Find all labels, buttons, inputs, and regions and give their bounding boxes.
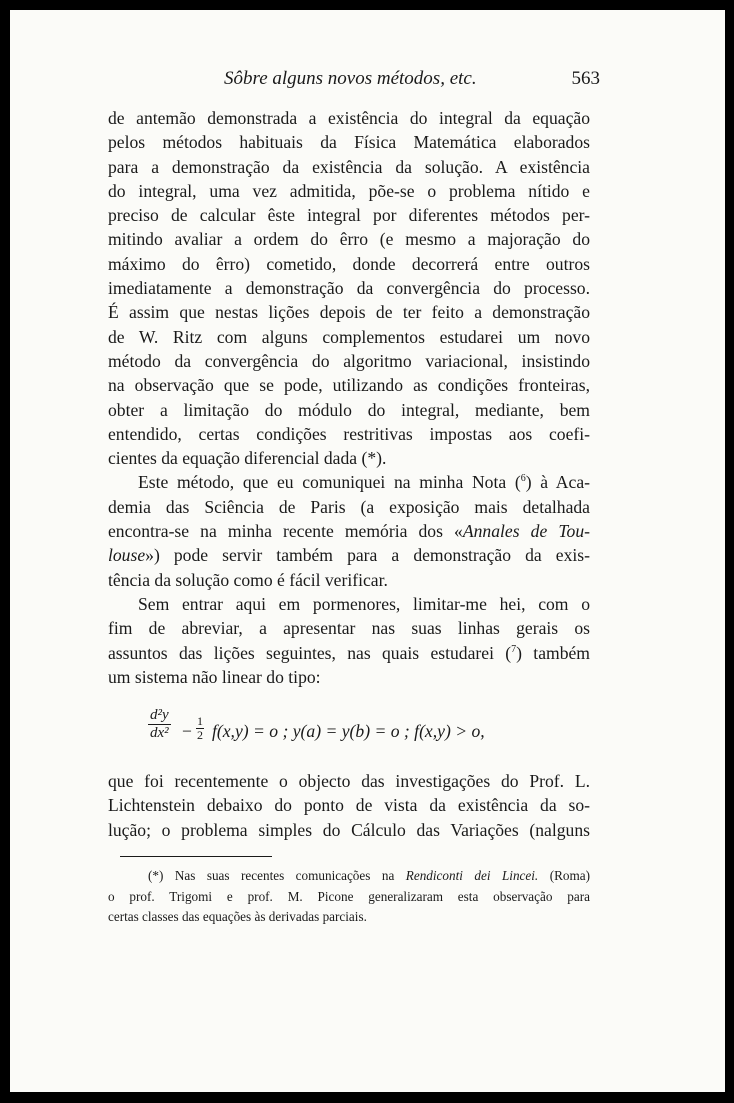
text-line: que foi recentemente o objecto das investigações do Prof. L.: [108, 771, 590, 791]
text-line: demia das Sciência de Paris (a exposição mais detalhada: [108, 496, 590, 517]
body-text-continued: [108, 769, 590, 842]
text-line: lução; o problema simples do Cálculo das Variações (nalguns: [108, 819, 590, 840]
text-line: pelos métodos habituais da Física Matemática elaborados: [108, 132, 590, 153]
running-title: Sôbre alguns novos métodos, etc.: [224, 68, 477, 89]
equation-rest: f(x,y) = o ; y(a) = y(b) = o ; f(x,y) > o,: [212, 721, 485, 741]
footnote: [108, 866, 590, 928]
text-line: tência da solução como é fácil verificar.: [108, 569, 388, 590]
page-number: 563: [571, 68, 600, 89]
footnote-line: (*) Nas suas recentes comunicações na Rendiconti dei Lincei. (Roma): [148, 868, 590, 883]
journal-title: Annales de Tou-: [462, 521, 590, 542]
half-fraction: $\frac{1}{2}$: [197, 714, 203, 742]
derivative-fraction: $\frac{\text{d²y}}{\text{dx²}}$: [150, 707, 169, 741]
text-line: assuntos das lições seguintes, nas quais estudarei ($^7$) também: [108, 642, 590, 663]
text-line: na observação que se pode, utilizando as condições fronteiras,: [108, 375, 590, 396]
text-line: fim de abreviar, a apresentar nas suas linhas gerais os: [108, 618, 590, 639]
reference-mark: 6: [520, 473, 526, 485]
reference-mark: 7: [511, 643, 517, 655]
footnote-line: o prof. Trigomi e prof. M. Picone generalizaram esta observação para: [108, 888, 590, 904]
text-line: entendido, certas condições restritivas impostas aos coefi-: [108, 423, 590, 444]
running-head: [118, 68, 600, 94]
text-line: Lichtenstein debaixo do ponto de vista da existência da so-: [108, 795, 590, 816]
body-text: [108, 106, 590, 689]
text-line: do integral, uma vez admitida, põe-se o problema nítido e: [108, 180, 590, 201]
text-line: cientes da equação diferencial dada (*).: [108, 448, 387, 469]
text-line: imediatamente a demonstração da convergência do processo.: [108, 278, 590, 299]
journal-title: louse: [108, 545, 146, 566]
text-line: encontra-se na minha recente memória dos «Annales de Tou-: [108, 521, 590, 542]
footnote-line: certas classes das equações às derivadas parciais.: [108, 909, 367, 924]
text-line: Este método, que eu comuniquei na minha Nota ($^6$) à Aca-: [138, 472, 590, 493]
text-line: Sem entrar aqui em pormenores, limitar-me hei, com o: [138, 593, 590, 614]
text-line: obter a limitação do módulo do integral, mediante, bem: [108, 399, 590, 420]
text-line: um sistema não linear do tipo:: [108, 666, 321, 687]
minus-sign: −: [182, 721, 192, 741]
text-line: para a demonstração da existência da solução. A existência: [108, 156, 590, 177]
footnote-rule: [120, 856, 272, 857]
text-line: mitindo avaliar a ordem do êrro (e mesmo a majoração do: [108, 229, 590, 250]
text-line: preciso de calcular êste integral por diferentes métodos per-: [108, 205, 590, 226]
text-line: máximo do êrro) cometido, donde decorrerá entre outros: [108, 253, 590, 274]
text-line: de antemão demonstrada a existência do integral da equação: [108, 108, 590, 128]
text-line: de W. Ritz com alguns complementos estudarei um novo: [108, 326, 590, 347]
text-line: método da convergência do algoritmo variacional, insistindo: [108, 350, 590, 371]
text-line: É assim que nestas lições depois de ter feito a demonstração: [108, 302, 590, 323]
text-line: louse») pode servir também para a demonstração da exis-: [108, 545, 590, 566]
equation: [148, 707, 578, 757]
journal-title: Rendiconti dei Lincei.: [405, 868, 539, 883]
